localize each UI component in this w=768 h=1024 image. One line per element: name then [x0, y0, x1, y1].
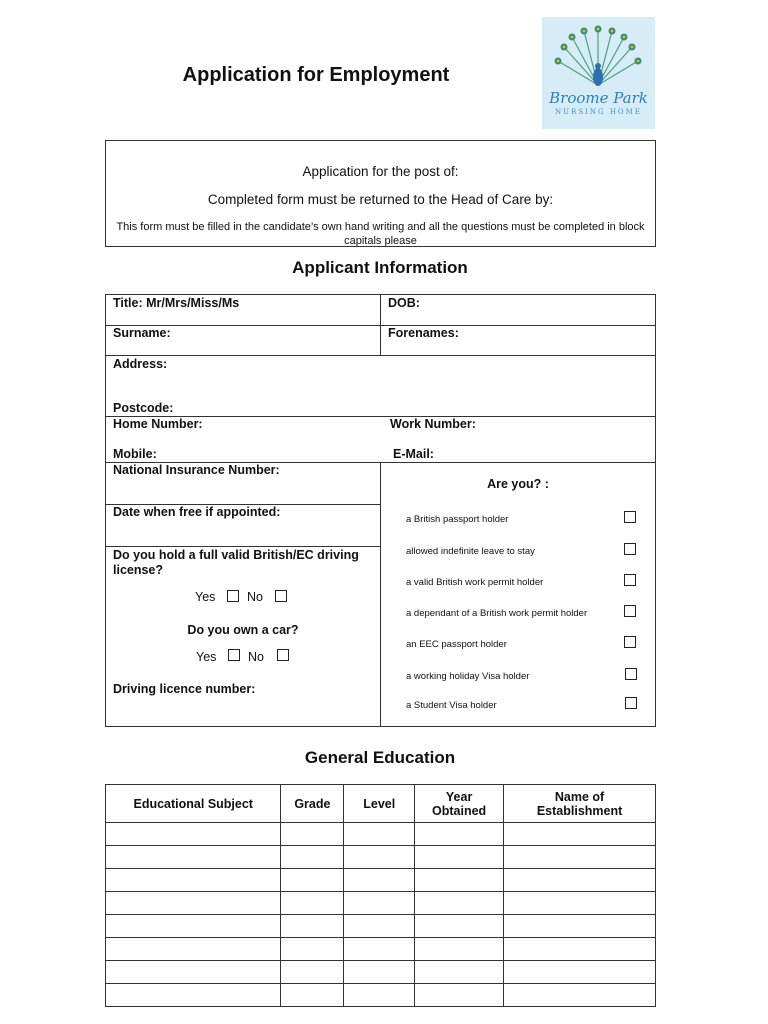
table-cell[interactable] — [344, 823, 415, 846]
title-label: Title: Mr/Mrs/Miss/Ms — [113, 296, 240, 310]
option-dependant: a dependant of a British work permit holder — [406, 608, 588, 619]
right-to-work-section — [380, 462, 656, 727]
table-cell[interactable] — [504, 823, 656, 846]
col-grade: Grade — [281, 785, 344, 823]
car-yes-label: Yes — [196, 650, 217, 664]
table-cell[interactable] — [281, 938, 344, 961]
table-cell[interactable] — [415, 938, 504, 961]
address-label: Address: — [113, 357, 168, 371]
option-work-permit-checkbox[interactable] — [624, 574, 636, 586]
option-eec-passport: an EEC passport holder — [406, 639, 507, 650]
table-cell[interactable] — [415, 915, 504, 938]
option-working-holiday-checkbox[interactable] — [625, 668, 637, 680]
forenames-label: Forenames: — [388, 326, 459, 340]
option-student-visa-checkbox[interactable] — [625, 697, 637, 709]
table-cell[interactable] — [415, 823, 504, 846]
logo-subtitle: NURSING HOME — [555, 108, 642, 116]
page-title: Application for Employment — [182, 64, 450, 86]
col-educational-subject: Educational Subject — [106, 785, 281, 823]
table-row — [106, 892, 656, 915]
table-row — [106, 915, 656, 938]
option-indefinite-leave: allowed indefinite leave to stay — [406, 546, 535, 557]
table-cell[interactable] — [344, 846, 415, 869]
table-cell[interactable] — [344, 869, 415, 892]
license-no-label: No — [247, 590, 263, 604]
car-no-label: No — [248, 650, 264, 664]
license-yes-label: Yes — [195, 590, 216, 604]
table-cell[interactable] — [281, 823, 344, 846]
table-row — [106, 961, 656, 984]
table-cell[interactable] — [344, 984, 415, 1007]
table-row — [106, 984, 656, 1007]
table-cell[interactable] — [106, 869, 281, 892]
table-cell[interactable] — [504, 984, 656, 1007]
table-cell[interactable] — [504, 938, 656, 961]
education-table — [105, 784, 656, 1007]
table-cell[interactable] — [344, 915, 415, 938]
logo — [542, 17, 655, 129]
dob-field[interactable] — [380, 294, 656, 326]
driving-license-question: Do you hold a full valid British/EC driving license? — [113, 548, 359, 577]
address-field[interactable] — [105, 355, 656, 417]
table-cell[interactable] — [344, 892, 415, 915]
home-number-label: Home Number: — [113, 417, 203, 431]
table-cell[interactable] — [415, 961, 504, 984]
col-level: Level — [344, 785, 415, 823]
work-number-label: Work Number: — [390, 417, 476, 431]
option-working-holiday: a working holiday Visa holder — [406, 671, 530, 682]
licence-number-label: Driving licence number: — [113, 682, 256, 696]
col-year-obtained: Year Obtained — [415, 785, 504, 823]
option-indefinite-leave-checkbox[interactable] — [624, 543, 636, 555]
table-cell[interactable] — [106, 915, 281, 938]
table-row — [106, 823, 656, 846]
postcode-label: Postcode: — [113, 401, 174, 415]
col-name-of-establishment: Name of Establishment — [504, 785, 656, 823]
table-cell[interactable] — [281, 846, 344, 869]
education-heading: General Education — [304, 748, 456, 767]
table-cell[interactable] — [504, 961, 656, 984]
license-no-checkbox[interactable] — [275, 590, 287, 602]
table-cell[interactable] — [281, 984, 344, 1007]
dob-label: DOB: — [388, 296, 420, 310]
table-cell[interactable] — [415, 869, 504, 892]
instructions-box — [105, 140, 656, 247]
table-header-row — [106, 785, 656, 823]
applicant-heading: Applicant Information — [292, 258, 468, 277]
table-cell[interactable] — [106, 984, 281, 1007]
logo-name: Broome Park — [549, 89, 648, 107]
table-cell[interactable] — [106, 938, 281, 961]
are-you-heading: Are you? : — [487, 477, 549, 491]
table-cell[interactable] — [504, 892, 656, 915]
mobile-label: Mobile: — [113, 447, 157, 461]
table-cell[interactable] — [281, 869, 344, 892]
option-eec-passport-checkbox[interactable] — [624, 636, 636, 648]
table-cell[interactable] — [281, 892, 344, 915]
option-student-visa: a Student Visa holder — [406, 700, 497, 711]
table-cell[interactable] — [415, 892, 504, 915]
table-cell[interactable] — [415, 846, 504, 869]
email-label: E-Mail: — [393, 447, 434, 461]
table-row — [106, 869, 656, 892]
surname-label: Surname: — [113, 326, 171, 340]
table-row — [106, 938, 656, 961]
table-cell[interactable] — [281, 915, 344, 938]
option-dependant-checkbox[interactable] — [624, 605, 636, 617]
option-work-permit: a valid British work permit holder — [406, 577, 544, 588]
table-cell[interactable] — [344, 961, 415, 984]
table-cell[interactable] — [504, 915, 656, 938]
post-line: Application for the post of: — [302, 164, 459, 179]
table-cell[interactable] — [106, 823, 281, 846]
table-cell[interactable] — [106, 961, 281, 984]
license-yes-checkbox[interactable] — [227, 590, 239, 602]
car-no-checkbox[interactable] — [277, 649, 289, 661]
option-british-passport-checkbox[interactable] — [624, 511, 636, 523]
table-cell[interactable] — [106, 892, 281, 915]
table-row — [106, 846, 656, 869]
table-cell[interactable] — [106, 846, 281, 869]
return-line: Completed form must be returned to the Head of Care by: — [207, 192, 554, 207]
table-cell[interactable] — [281, 961, 344, 984]
table-cell[interactable] — [504, 869, 656, 892]
own-car-question: Do you own a car? — [187, 623, 299, 637]
table-cell[interactable] — [344, 938, 415, 961]
option-british-passport: a British passport holder — [406, 514, 509, 525]
table-cell[interactable] — [504, 846, 656, 869]
date-free-label: Date when free if appointed: — [113, 505, 281, 519]
table-cell[interactable] — [415, 984, 504, 1007]
car-yes-checkbox[interactable] — [228, 649, 240, 661]
ni-number-label: National Insurance Number: — [113, 463, 280, 477]
instruction-line: This form must be filled in the candidate’s own hand writing and all the questions must be completed in block capitals please — [116, 221, 645, 247]
